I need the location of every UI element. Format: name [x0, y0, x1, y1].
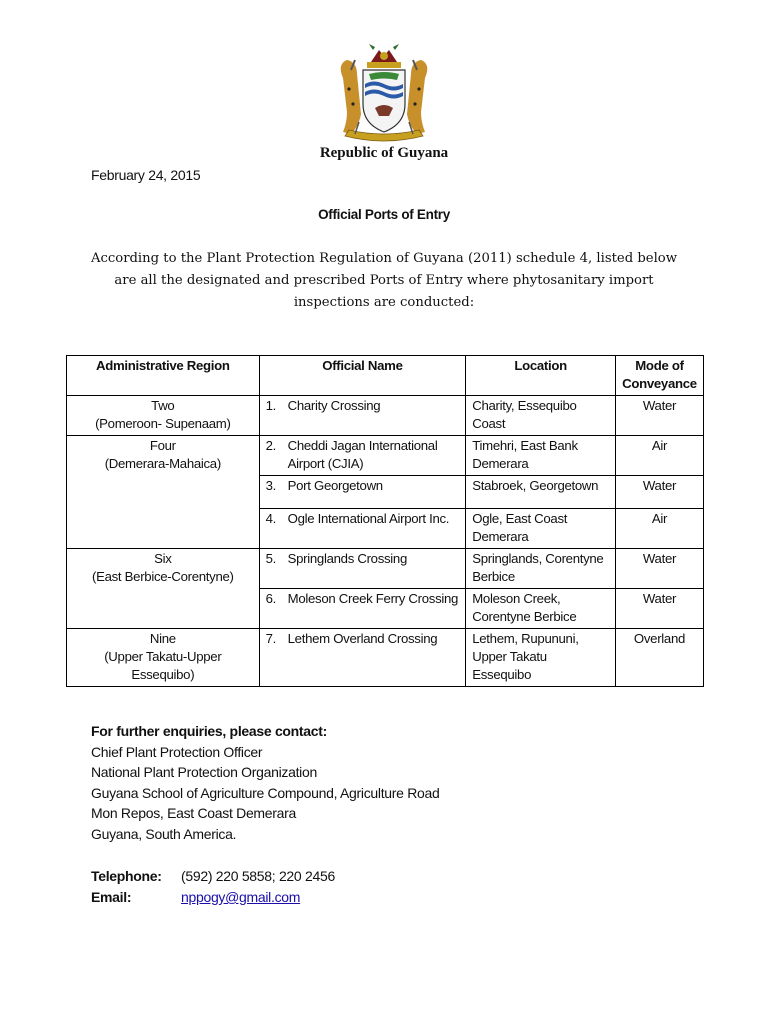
- header-region: Administrative Region: [67, 356, 260, 396]
- table-row: [67, 396, 704, 436]
- port-number: 5.: [265, 551, 277, 566]
- region-name: Six: [154, 551, 172, 566]
- port-name-cell: [259, 629, 466, 687]
- header-mode: Mode of Conveyance: [615, 356, 703, 396]
- region-cell: [67, 629, 260, 687]
- region-area: (Upper Takatu-Upper Essequibo): [104, 649, 222, 682]
- port-name-cell: [259, 476, 466, 509]
- region-area: (Demerara-Mahaica): [104, 456, 221, 471]
- contact-line: Chief Plant Protection Officer: [91, 743, 263, 760]
- ports-of-entry-table: [66, 355, 704, 687]
- contact-details: [91, 866, 335, 908]
- port-mode: Water: [615, 589, 703, 629]
- contact-line: Mon Repos, East Coast Demerara: [91, 805, 296, 822]
- port-location: Timehri, East Bank Demerara: [466, 436, 616, 476]
- port-number: 7.: [265, 631, 277, 646]
- port-mode: Water: [615, 396, 703, 436]
- port-name: Port Georgetown: [287, 478, 383, 493]
- intro-paragraph: According to the Plant Protection Regulation of Guyana (2011) schedule 4, listed below are all the designated and prescribed Ports of Entry where phytosanitary import inspections are conducted:: [90, 251, 678, 310]
- header-location: Location: [466, 356, 616, 396]
- region-name: Four: [149, 438, 176, 453]
- port-mode: Water: [615, 549, 703, 589]
- telephone-label: Telephone:: [91, 868, 162, 884]
- telephone-value: (592) 220 5858; 220 2456: [181, 868, 335, 884]
- port-name: Moleson Creek Ferry Crossing: [287, 591, 459, 606]
- port-name: Cheddi Jagan International Airport (CJIA): [287, 438, 438, 471]
- port-mode: Air: [615, 436, 703, 476]
- port-mode: Water: [615, 476, 703, 509]
- contact-line: National Plant Protection Organization: [91, 764, 317, 781]
- port-number: 4.: [265, 511, 277, 526]
- document-date: February 24, 2015: [91, 167, 201, 183]
- email-link[interactable]: nppogy@gmail.com: [181, 889, 301, 905]
- region-name: Nine: [149, 631, 176, 646]
- port-location: Lethem, Rupununi, Upper Takatu Essequibo: [466, 629, 616, 687]
- port-name-cell: [259, 509, 466, 549]
- port-location: Charity, Essequibo Coast: [466, 396, 616, 436]
- port-mode: Overland: [615, 629, 703, 687]
- port-name-cell: [259, 549, 466, 589]
- port-name: Ogle International Airport Inc.: [287, 511, 450, 526]
- port-location: Springlands, Corentyne Berbice: [466, 549, 616, 589]
- contact-heading: For further enquiries, please contact:: [91, 723, 327, 739]
- port-location: Stabroek, Georgetown: [466, 476, 616, 509]
- port-location: Moleson Creek, Corentyne Berbice: [466, 589, 616, 629]
- contact-line: Guyana, South America.: [91, 825, 237, 842]
- contact-block: [91, 721, 440, 845]
- region-cell: [67, 396, 260, 436]
- table-row: [67, 436, 704, 476]
- port-name-cell: [259, 436, 466, 476]
- region-cell: [67, 549, 260, 629]
- port-name: Charity Crossing: [287, 398, 381, 413]
- table-row: [67, 629, 704, 687]
- port-number: 2.: [265, 438, 277, 453]
- region-area: (East Berbice-Corentyne): [92, 569, 234, 584]
- header-official-name: Official Name: [259, 356, 466, 396]
- document-title: Official Ports of Entry: [318, 207, 450, 222]
- port-name: Lethem Overland Crossing: [287, 631, 438, 646]
- coat-of-arms-emblem: [329, 44, 439, 144]
- contact-line: Guyana School of Agriculture Compound, Agriculture Road: [91, 784, 440, 801]
- table-row: [67, 549, 704, 589]
- port-mode: Air: [615, 509, 703, 549]
- port-location: Ogle, East Coast Demerara: [466, 509, 616, 549]
- port-name: Springlands Crossing: [287, 551, 407, 566]
- port-name-cell: [259, 396, 466, 436]
- region-area: (Pomeroon- Supenaam): [95, 416, 231, 431]
- port-name-cell: [259, 589, 466, 629]
- table-header-row: [67, 356, 704, 396]
- region-cell: [67, 436, 260, 549]
- country-heading: Republic of Guyana: [319, 145, 449, 161]
- port-number: 6.: [265, 591, 277, 606]
- region-name: Two: [151, 398, 175, 413]
- port-number: 3.: [265, 478, 277, 493]
- email-label: Email:: [91, 889, 132, 905]
- port-number: 1.: [265, 398, 277, 413]
